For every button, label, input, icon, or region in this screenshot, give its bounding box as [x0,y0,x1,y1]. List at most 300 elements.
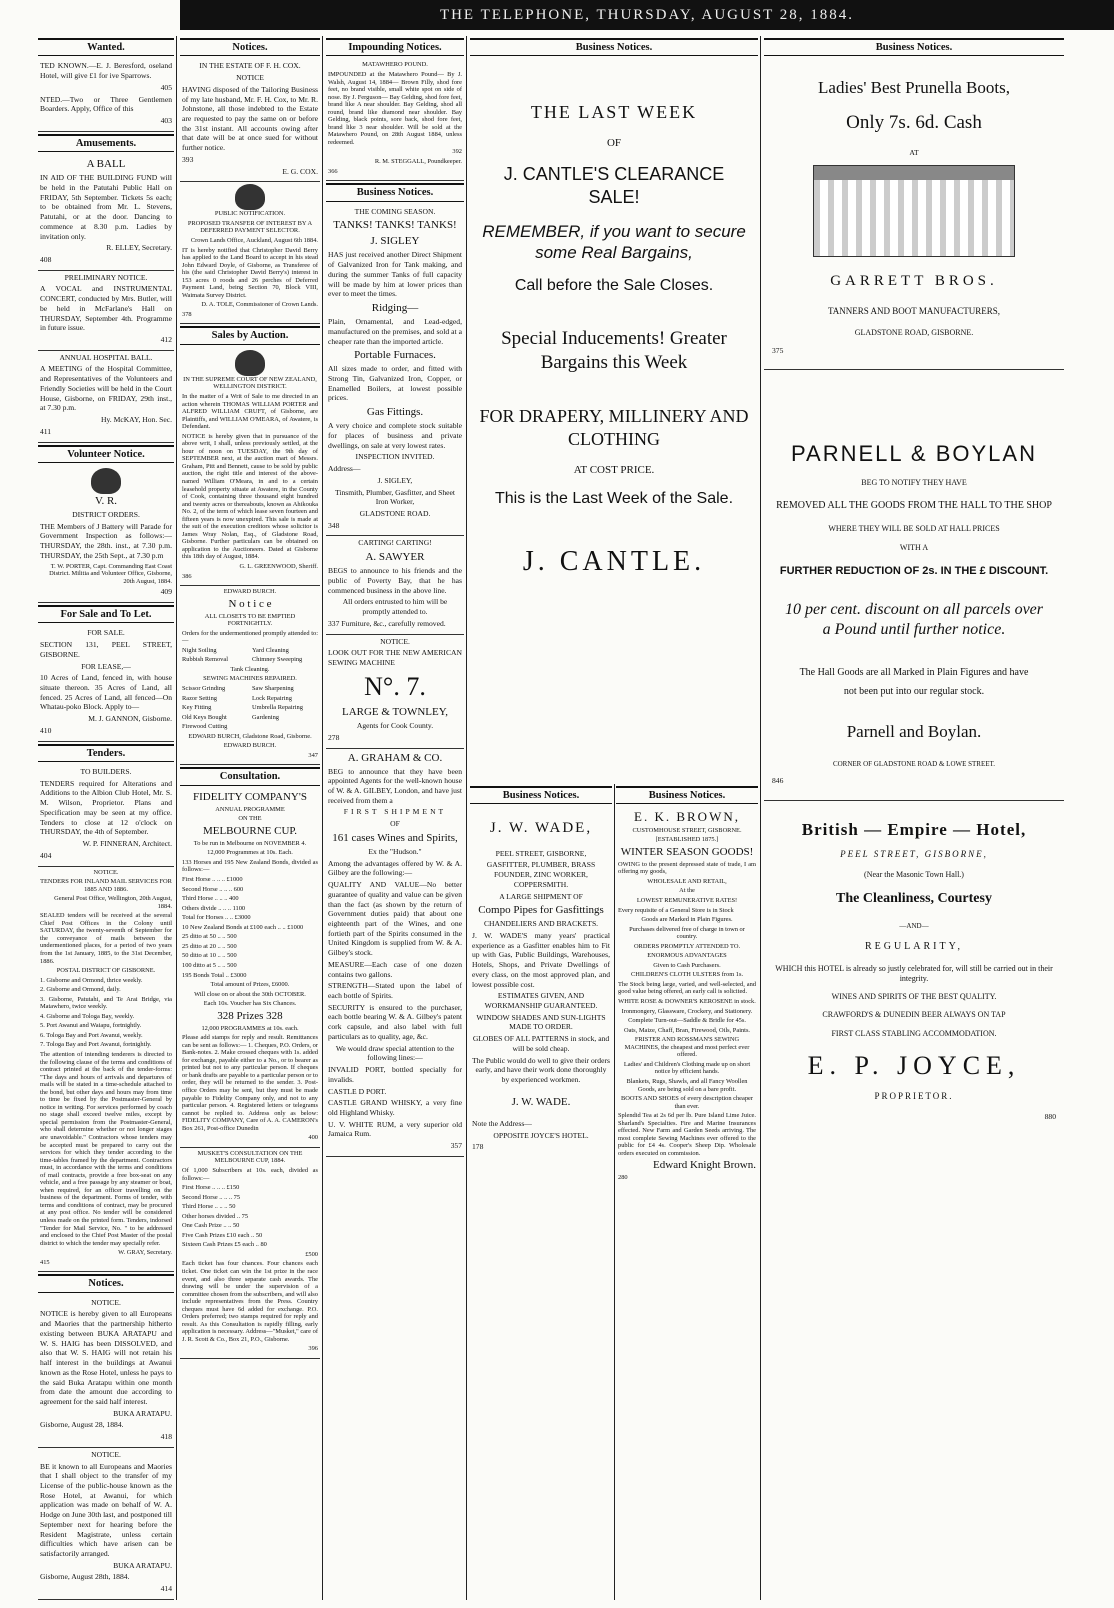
ad-title: FOR DRAPERY, MILLINERY AND CLOTHING [479,406,749,450]
ad-title: V. R. [94,494,118,507]
ad-text: Each 10s. Voucher has Six Chances. [203,1000,297,1008]
list-item: Chimney Sweeping [252,656,303,664]
ad-text: CHANDELIERS AND BRACKETS. [483,919,599,929]
ad-text: Agents for Cook County. [356,721,434,731]
ad-text: Furniture, &c., carefully removed. [341,618,446,628]
transfer-notice [180,182,320,324]
ad-subtitle: SEWING MACHINES REPAIRED. [203,675,297,683]
prize-row: 100 ditto at 5 .. .. 500 [182,961,237,969]
concert-ad [38,271,174,351]
ad-subtitle: FOR LEASE,— [81,661,131,671]
ad-number: 378 [182,310,192,318]
ad-subtitle: DISTRICT ORDERS. [72,510,140,520]
ad-text: —AND— [899,921,929,930]
section-heading: Business Notices. [616,786,758,804]
ad-text: Every requisite of a General Store is in Stock [618,906,734,914]
ad-number: 392 [452,148,462,156]
ad-title: Special Inducements! Greater Bargains this Week [501,327,727,373]
ad-text: The Hall Goods are all Marked in Plain Figures and have not been put into our regular stock. [799,666,1029,697]
ad-number: 410 [40,725,52,735]
ad-text: MEASURE—Each case of one dozen contains two gallons. [328,959,462,979]
ad-text: WITH A [899,542,929,552]
sale-ad [38,626,174,741]
ad-text: TED KNOWN.—E. J. Beresford, oseland Hotel, will give £1 for ive Sparrows. [40,61,172,81]
ad-text: SEALED tenders will be received at the several Chief Post Offices in the Colony until SATURDAY, the twenty-seventh of September for the conveyance of mails between the undermentioned places, for a period of two years from the 1st January, 1885, to the 31st December, 1886. [40,912,172,965]
ad-title: A BALL [86,158,126,171]
section-heading: Consultation. [180,767,320,785]
ad-number: 347 [308,751,318,759]
royal-crest-icon [91,468,121,494]
ad-text: Call before the Sale Closes. [514,277,714,295]
shop-building-illustration [813,165,1015,257]
ad-text: Given to Cash Purchasers. [653,961,721,969]
ad-text: INSPECTION INVITED. [355,452,435,462]
ad-number: 400 [308,1134,318,1142]
ad-number: 337 [328,618,340,628]
section-heading: For Sale and To Let. [38,605,174,623]
prize-row: Other horses divided .. 75 [182,1212,249,1220]
route-item: 7. Tologa Bay and Port Awanui, fortnightly. [40,1041,152,1049]
section-heading: Sales by Auction. [180,326,320,344]
list-item: Scissor Grinding [182,685,226,692]
ad-title: MATAWHERO POUND. [362,61,428,69]
column-1 [38,36,174,1600]
ad-text: All orders entrusted to him will be promptly attended to. [342,597,448,617]
section-heading: Business Notices. [470,786,612,804]
route-item: 1. Gisborne and Ormond, thrice weekly. [40,976,143,984]
ad-number: 375 [772,345,784,355]
ad-text: Ladies' and Children's Clothing made up on short notice by efficient hands. [623,1060,751,1076]
sigley-ad [326,205,464,537]
ad-footer: EDWARD BURCH. [223,742,277,750]
prize-row: 25 ditto at 50 .. .. 500 [182,933,237,941]
ad-signature: R. ELLEY, Secretary. [106,243,172,253]
ad-signature: G. L. GREENWOOD, Sheriff. [239,563,318,571]
buka-notice-2 [38,1448,174,1600]
column-3 [326,36,464,1600]
ad-text: THE Members of J Battery will Parade for Government Inspection as follows:— THURSDAY, the 28th. inst., at 7.30 p.m. THURSDAY, the 25th Sept., at 7.30 p.m [40,521,172,560]
ad-number: 178 [472,1142,484,1152]
ad-subtitle: Gas Fittings. [366,406,424,419]
wanted-ad [38,59,174,131]
ad-text: OWING to the present depressed state of trade, I am offering my goods, [618,860,756,876]
ad-text: Orders for the undermentioned promptly attended to:— [182,629,318,645]
ad-signature: D. A. TOLE, Commissioner of Crown Lands. [201,301,318,309]
ad-title: Ladies' Best Prunella Boots, [818,78,1010,98]
ad-signature: E. G. COX. [282,166,318,176]
ad-text: 10 per cent. discount on all parcels over a Pound until further notice. [784,601,1044,639]
prize-row: Second Horse .. .. .. 600 [182,885,244,893]
column-rule [322,36,323,1600]
ad-subtitle: Portable Furnaces. [354,349,436,362]
prize-row: £500 [305,1250,318,1258]
ad-text: WINES AND SPIRITS OF THE BEST QUALITY. [831,992,997,1002]
ad-signature: R. M. STEGGALL, Poundkeeper. [374,158,462,165]
ad-number: 404 [40,850,52,860]
ad-text: A MEETING of the Hospital Committee, and Representatives of the Volunteers and Friendly Societies will be held in the Court House, Gisborne, on FRIDAY, 29th inst., at 7.30 p.m. [40,364,172,413]
fidelity-ad [180,789,320,1148]
ad-subtitle: POSTAL DISTRICT OF GISBORNE. [56,967,156,975]
ad-text: BOOTS AND SHOES of every description cheaper than ever. [620,1095,754,1110]
ad-text: CORNER OF GLADSTONE ROAD & LOWE STREET. [832,759,996,768]
sewing-machine-ad [326,635,464,749]
ad-subtitle: BEG TO NOTIFY THEY HAVE [861,478,967,488]
ad-text: 133 Horses and 195 New Zealand Bonds, divided as follows:— [182,858,318,874]
ad-text: Each ticket has four chances. Four chances each ticket. One ticket can win the 1st prize in the race event, and also three separate cash awards. The drawing will be under the supervision of a committee chosen from the subscribers, and will also include representatives from the Press. Country cheques must have 6d added for exchange. P.O. Orders preferred; two stamps required for reply and result. As this Consultation is rapidly filling, early application is necessary. Address—"Musket," care of J. R. Scott & Co., Box 21, P.O., Gisborne. [182,1260,318,1343]
ad-signature: BUKA ARATAPU. [113,1408,172,1418]
ad-subtitle: OF [606,137,622,150]
prize-row: Total for Horses .. .. £3000 [182,914,251,922]
section-heading: Notices. [180,38,320,56]
ad-text: Goods are Marked in Plain Figures. [641,916,733,924]
ad-text: Of 1,000 Subscribers at 10s. each, divided as follows:— [182,1166,318,1182]
ad-text: HAS just received another Direct Shipment of Galvanized Iron for Tank making, and during the summer Tanks of full capacity will be made by him at lower prices than ever to meet the times. [328,250,462,299]
ad-dateline: Crown Lands Office, Auckland, August 6th 1884. [190,236,318,244]
ad-number: 412 [160,335,172,345]
ad-title: A. GRAHAM & CO. [347,751,443,764]
ad-text: Address— [328,464,361,474]
list-item: Old Keys Bought [182,713,227,721]
list-item: CASTLE D PORT. [328,1086,387,1096]
ad-title: J. CANTLE'S CLEARANCE SALE! [503,163,725,207]
ad-text: Plain, Ornamental, and Lead-edged, manufactured on the premises, and sold at a cheaper rate than the imported article. [328,317,462,346]
wade-ad [470,807,612,1157]
ad-title: THE LAST WEEK [530,102,698,123]
ad-title: Only 7s. 6d. Cash [846,112,982,134]
ad-title: J. SIGLEY [370,235,420,248]
ad-text: NTED.—Two or Three Gentlemen Boarders. Apply, Office of this [40,94,172,114]
ad-text: Tank Cleaning. [230,665,270,673]
ad-text: HAVING disposed of the Tailoring Business of my late husband, Mr. F. H. Cox, to Mr. R. Johnstone, all those indebted to the Estate are requested to pay the same on or before the 31st instant. All accounts owing after that date will be at once sued for without further notice. [182,84,318,153]
ad-subtitle: ANNUAL PROGRAMME [215,805,285,813]
ad-text: To be run in Melbourne on NOVEMBER 4. [193,839,307,847]
list-item: Firewood Cutting [182,723,228,731]
ad-text: IMPOUNDED at the Matawhero Pound— By J. Walsh, August 14, 1884— Brown Filly, shod fore feet, no brand visible, small white spot on side of nose. By J. Ferguson— Bay Gelding, shod fore feet, brand like A near shoulder. Bay Gelding, shod all round, brand like diamond near shoulder. Bay Gelding, black points, sore back, shod fore feet, brand like 3 near shoulder. Will be sold at the Matawhero Pound, on 28th August 1884, unless redeemed. [328,70,462,146]
ad-signature: LARGE & TOWNLEY, [341,705,449,718]
ad-subtitle: FIRST SHIPMENT [343,807,447,817]
ad-signature: M. J. GANNON, Gisborne. [88,714,172,724]
ad-text: FRISTER AND ROSSMAN'S SEWING MACHINES, the cheapest and most perfect ever offered. [624,1036,750,1059]
impound-notice [326,59,464,181]
ad-text: All sizes made to order, and fitted with Strong Tin, Galvanized Iron, Copper, or Enamelled Boilers, at lowest possible prices. [328,364,462,403]
ad-title: A. SAWYER [365,551,425,564]
ad-subtitle: CARTING! CARTING! [358,538,432,548]
ad-number: 386 [182,572,192,580]
ad-text: Blankets, Rugs, Shawls, and all Fancy Woollen Goods, are being sold on a bare profit. [626,1077,748,1093]
ad-signature: BUKA ARATAPU. [113,1560,172,1570]
ad-title: NOTICE. [91,1297,121,1307]
list-item: U. V. WHITE RUM, a very superior old Jamaica Rum. [328,1119,462,1139]
ad-signature: W. P. FINNERAN, Architect. [82,839,172,849]
ad-text: REMOVED ALL THE GOODS FROM THE HALL TO THE SHOP [776,500,1052,512]
ad-text: QUALITY AND VALUE—No better guarantee of quality and value can be given than the fact (as shown by the return of Government duties paid) that about one eighteenth part of the Wines, and one fortieth part of the Spirits consumed in the United Kingdom is supplied from W. & A. Gilbey's stock. [328,880,462,958]
prize-row: 10 New Zealand Bonds at £100 each .. .. £1000 [182,923,304,931]
list-item: Key Fitting [182,704,212,712]
ad-number: 357 [450,1141,462,1151]
mail-tender-ad [38,867,174,1273]
ad-subtitle: AT [909,147,919,157]
ad-subtitle: WHOLESALE AND RETAIL, [647,877,727,885]
section-heading: Business Notices. [470,38,758,56]
section-heading: Volunteer Notice. [38,445,174,463]
joyce-hotel-ad [764,801,1064,1135]
prize-row: One Cash Prize .. .. 50 [182,1222,240,1230]
parnell-ad [764,370,1064,800]
ad-title: IN THE SUPREME COURT OF NEW ZEALAND, WELLINGTON DISTRICT. [183,375,317,391]
list-item: Gardening [252,713,279,721]
prize-row: 195 Bonds Total .. £3000 [182,971,247,979]
ad-number: 846 [772,776,784,786]
ad-number: 393 [182,154,194,164]
prize-row: Sixteen Cash Prizes £5 each .. 80 [182,1241,267,1249]
ad-title: PARNELL & BOYLAN [791,441,1037,467]
ad-signature: J. CANTLE. [522,545,706,577]
ad-text: Oats, Maize, Chaff, Bran, Firewood, Oils, Paints. [623,1026,751,1034]
section-heading: Tenders. [38,744,174,762]
ad-number: 409 [160,587,172,597]
ad-title: TO BUILDERS. [80,767,132,777]
ad-subtitle: REGULARITY, [864,940,964,952]
ad-text: Tinsmith, Plumber, Gasfitter, and Sheet Iron Worker, [335,487,455,507]
ad-text: BEGS to announce to his friends and the public of Poverty Bay, that he has commenced business in the above line. [328,566,462,595]
route-item: 3. Gisborne, Patutahi, and Te Arai Bridge, via Matawhero, twice weekly. [40,995,172,1011]
graham-ad [326,749,464,1157]
ad-number: 403 [160,116,172,126]
court-notice [180,348,320,586]
ad-title: NOTICE. [380,636,410,646]
ad-number: 396 [308,1345,318,1353]
ad-title: EDWARD BURCH. [223,588,277,596]
ad-text: FURTHER REDUCTION OF 2s. IN THE £ DISCOUNT. [779,564,1049,577]
ad-title: GARRETT BROS. [830,272,998,289]
ad-title: The Cleanliness, Courtesy [836,891,992,907]
garrett-ad [764,59,1064,370]
ad-text: Purchases delivered free of charge in town or country. [629,925,745,941]
list-item: Razor Setting [182,694,217,702]
ad-text: STRENGTH—Stated upon the label of each bottle of Spirits. [328,981,462,1001]
services-list [182,647,318,666]
column-6 [764,36,1064,1600]
ad-text: Please add stamps for reply and result. Remittances can be sent as follows:— 1. Cheques, P.O. Orders, or Bank-notes. 2. Make crossed cheques with 1s. added for exchange, payable either to a No., or to bearer as printed but not to any particular person. If cheques or bank drafts are payable to a particular person or to order, they will be returned to the sender. 3. Post-office Orders may be sent, but they must be made payable to Fidelity Company only, and not to any particular person. 4. Registered letters or telegrams cannot be replied to. Address only as below: FIDELITY COMPANY, Care of A. A. CAMERON's Box 261, Post-office Dunedin [182,1034,318,1132]
ad-subtitle: AT COST PRICE. [573,464,655,477]
prize-row: 50 ditto at 10 .. .. 500 [182,952,237,960]
list-item: CASTLE GRAND WHISKY, a very fine old Highland Whisky. [328,1098,462,1117]
ad-number: 880 [1044,1111,1056,1121]
section-heading: Impounding Notices. [326,38,464,56]
column-rule [466,36,467,1600]
ad-signature: T. W. PORTER, Capt. Commanding East Coast District. Militia and Volunteer Office, Gisborne, 20th August, 1884. [49,562,172,585]
route-item: 6. Tologa Bay and Port Awanui, weekly. [40,1031,143,1039]
ad-number: 414 [160,1584,172,1594]
prize-row: First Horse .. .. .. £1000 [182,876,243,884]
ad-subtitle: PEEL STREET, GISBORNE, [840,849,988,860]
sawyer-ad [326,536,464,634]
section-heading: Wanted. [38,38,174,56]
ad-signature: EDWARD BURCH, Gladstone Road, Gisborne. [188,732,312,740]
ad-subtitle: PROPOSED TRANSFER OF INTEREST BY A DEFERRED PAYMENT SELECTOR. [187,219,313,235]
list-item: Yard Cleaning [252,646,289,654]
ad-text: A VOCAL and INSTRUMENTAL CONCERT, conducted by Mrs. Butler, will be held in McFarlane's Hall on THURSDAY, September 4th. Programme in future issue. [40,284,172,333]
ad-text: IT is hereby notified that Christopher David Berry has applied to the Land Board to accept in his stead John Edward Doyle, of Gisborne, as Transferee of his (the said Christopher David Berry's) interest in 153 acres 0 roods and 26 perches of Deferred Payment Land, being Section 70, Block VIII, Waimata Survey District. [182,246,318,299]
ad-signature: Edward Knight Brown. [653,1159,756,1172]
ad-number: 278 [328,732,340,742]
list-item: Rubbish Removal [182,656,228,664]
ad-text: OPPOSITE JOYCE'S HOTEL. [493,1130,589,1140]
ad-number: 408 [40,255,52,265]
ad-text: IN AID OF THE BUILDING FUND will be held in the Patutahi Public Hall on FRIDAY, 5th September. Tickets 5s each; to be obtained from Mr. L. Stevens, Patutahi, or at the door. Dancing to commence at 8.30 p.m. Ladies by invitation only. [40,173,172,241]
ad-number: 418 [160,1432,172,1442]
ad-text: CHILDREN'S CLOTH ULSTERS from 1s. [630,971,744,979]
ad-text: NOTICE is hereby given that in pursuance of the above writ, I shall, unless previously settled, at the hour of noon on TUESDAY, the 9th day of SEPTEMBER next, at the auction mart of Messrs. Graham, Pitt and Bennett, cause to be sold by public auction, the right title and interest of the above-named William O'Meara, in and to a certain leasehold property situate at Awatere, in the County of Cook, containing three thousand eight hundred and twenty acres or thereabouts, known as Ahikouka No. 2, of the term of which lease seven fourteen and fifteen years is now unexpired. This sale is made at the suit of the execution creditors whose solicitor is James Wray Nolan, Esq., of Gladstone Road, Gisborne. Further particulars can be obtained on application to the Auctioneers. Dated at Gisborne this 18th day of August, 1884. [182,432,318,561]
ad-text: 10 Acres of Land, fenced in, with house situate thereon. 35 Acres of Land, all fenced. 25 Acres of Land, all fenced—On Whatau-poko Block. Apply to— [40,673,172,712]
ad-text: Will close on or about the 30th OCTOBER. [194,990,306,998]
ad-text: GASFITTER, PLUMBER, BRASS FOUNDER, ZINC WORKER, COPPERSMITH. [486,860,596,889]
ad-text: SECURITY is ensured to the purchaser, each bottle bearing W. & A. Gilbey's patent cork capsule, and also label with full particulars as to quality, age, &c. [328,1002,462,1041]
royal-crest-icon [235,350,265,376]
musket-ad [180,1148,320,1359]
ad-text: A very choice and complete stock suitable for places of business and private dwellings, on sale at very lowest rates. [328,421,462,450]
ad-subtitle: 328 Prizes 328 [217,1009,283,1022]
ad-text: WHERE THEY WILL BE SOLD AT HALL PRICES [828,524,1000,534]
ad-signature: Parnell and Boylan. [846,721,982,741]
ad-text: At the [679,887,695,895]
ad-title: PUBLIC NOTIFICATION. [214,210,286,218]
ad-number: 366 [328,167,338,175]
ad-text: (Near the Masonic Town Hall.) [864,869,964,879]
repairs-list [182,685,318,733]
ad-number: 411 [40,426,52,436]
ball-ad [38,155,174,271]
ad-number: 405 [160,82,172,92]
ad-text: A LARGE SHIPMENT OF [499,891,583,901]
masthead: THE TELEPHONE, THURSDAY, AUGUST 28, 1884. [180,0,1114,30]
ad-signature: J. SIGLEY, [377,475,413,485]
prize-row: Total amount of Prizes, £6000. [210,981,290,989]
route-item: 4. Gisborne and Tologa Bay, weekly. [40,1012,135,1020]
column-rule [176,36,177,1600]
ad-subtitle: CUSTOMHOUSE STREET, GISBORNE. [632,826,742,834]
prize-row: Others divide .. .. .. 1100 [182,904,246,912]
ad-text: LOOK OUT FOR THE NEW AMERICAN SEWING MACHINE [328,648,462,667]
prize-row: Second Horse .. .. .. 75 [182,1193,241,1201]
column-5b [616,784,758,1600]
ad-text: The Stock being large, varied, and well-selected, and good value being offered, an early call is solicited. [618,980,756,996]
cantle-ad [470,59,758,597]
ad-dateline: General Post Office, Wellington, 20th August, 1884. [54,895,172,910]
prize-row: First Horse .. .. .. £150 [182,1184,240,1192]
prize-row: Five Cash Prizes £10 each .. 50 [182,1231,263,1239]
list-item: Umbrella Repairing [252,704,303,712]
column-4b [470,784,612,1600]
royal-crest-icon [235,184,265,210]
ad-text: [ESTABLISHED 1875.] [655,836,719,844]
ad-subtitle: THE COMING SEASON. [354,206,436,216]
route-item: 2. Gisborne and Ormond, daily. [40,986,121,994]
ad-text: Among the advantages offered by W. & A. Gilbey are the following:— [328,858,462,878]
ad-text: In the matter of a Writ of Sale to me directed in an action wherein THOMAS WILLIAM PORTER and ALFRED WILLIAM CRUFT, of Gisborne, are Plaintiffs, and WILLIAM O'MEARA, of Awatere, is Defendant. [182,392,318,431]
brown-ad [616,807,758,1187]
volunteer-ad [38,466,174,603]
ad-title: MELBOURNE CUP. [202,824,298,837]
ad-text: WHITE ROSE & DOWNER'S KEROSENE in stock. [618,998,756,1006]
ad-subtitle: LOWEST REMUNERATIVE RATES! [636,897,738,905]
ad-text: Splendid Tea at 2s 6d per lb. Pure Island Lime Juice. Sharland's Specialties. Fire and Marine Insurances effected. New Farm and Garden Seeds arriving. The most complete Sewing Machines ever offered to the public for £4 4s. Cooper's Sheep Dip. Wholesale orders executed on commission. [618,1112,756,1157]
section-heading: Business Notices. [764,38,1064,56]
prize-row: 25 ditto at 20 .. .. 500 [182,942,237,950]
ad-title: British — Empire — Hotel, [801,819,1027,839]
ad-text: 12,000 Programmes at 10s. Each. [207,849,293,857]
ad-text: TENDERS required for Alterations and Additions to the Albion Club Hotel, Mr. S. M. Wilson, Proprietor. Plans and Specification may be seen at my office. Tenders to close at 12 o'clock on THURSDAY, the 4th of September. [40,778,172,837]
ad-title: Compo Pipes for Gasfittings [478,904,604,917]
ad-text: 12,000 PROGRAMMES at 10s. each. [201,1024,299,1032]
ad-number: 415 [40,1258,50,1266]
ad-subtitle: ORDERS PROMPTLY ATTENDED TO. [633,942,741,950]
list-item: INVALID PORT, bottled specially for invalids. [328,1065,462,1084]
ad-title: 161 cases Wines and Spirits, [332,831,458,844]
ad-signature: W. GRAY, Secretary. [118,1249,172,1257]
section-heading: Amusements. [38,134,174,152]
ad-title: J. W. WADE, [489,820,593,837]
ad-text: ALL CLOSETS TO BE EMPTIED FORTNIGHTLY. [204,612,296,628]
ad-text: SECTION 131, PEEL STREET, GISBORNE. [40,640,172,659]
ad-text: GLOBES OF ALL PATTERNS in stock, and will be sold cheap. [472,1034,610,1053]
ad-text: Note the Address— [472,1118,532,1128]
column-rule [760,36,761,1600]
ad-title: MUSKET'S CONSULTATION ON THE MELBOURNE CUP, 1884. [197,1149,303,1165]
ad-number: 280 [618,1174,628,1182]
prize-row: Third Horse .. .. .. 50 [182,1203,236,1211]
ad-subtitle: ON THE [238,815,262,823]
ad-text: WHICH this HOTEL is already so justly celebrated for, will still be carried out in their integrity. [775,963,1053,983]
ad-text: Ironmongery, Glassware, Crockery, and Stationery. [621,1007,753,1015]
ad-signature: J. W. WADE. [511,1095,571,1108]
prize-row: Third Horse .. .. .. 400 [182,895,239,903]
ad-subtitle: Ridging— [371,302,419,314]
ad-subtitle: PEEL STREET, GISBORNE, [495,848,587,858]
ad-subtitle: TANNERS AND BOOT MANUFACTURERS, [828,306,1000,316]
section-heading: Business Notices. [326,183,464,201]
ad-text: The attention of intending tenderers is directed to the following clause of the terms and conditions of contract printed at the back of the tender-forms: "The days and hours of arrivals and departures of mails will be stated in a time-schedule attached to the bond, but other days and hours may from time to time be fixed by the Postmaster-General by notice in writing. For services performed by coach no stage shall exceed twelve miles, except by special permission from the Postmaster-General, who shall determine whether or not longer stages are unavoidable." Contractors whose tenders may be accepted must be prepared to carry out the services for which they tender according to the time-tables framed by the department. Contractors must, in accordance with the terms and conditions of mail contracts, provide a free box-seat on any vehicle, and a free passage by any steamer or boat, when required, for an officer travelling on the business of the department. Forms of tender, with terms and conditions of contract, may be procured at any post office. No tender will be considered unless made on the printed form. Tenders, indorsed "Tender for Mail Service, No. " to be addressed and enclosed to the Chief Post Master of the postal district to which the tender may specially refer. [40,1051,172,1247]
column-rule [614,784,615,1600]
ad-subtitle: N o t i c e [228,597,272,610]
ad-subtitle: NOTICE [236,73,264,83]
ad-text: BEG to announce that they have been appointed Agents for the well-known house of W. & A. GILBEY, London, and have just received from them a [328,766,462,805]
ad-title: NOTICE. [93,868,119,876]
ad-title: IN THE ESTATE OF F. H. COX. [199,61,301,71]
ad-title: FIDELITY COMPANY'S [193,790,307,803]
ad-title: TANKS! TANKS! TANKS! [333,219,457,232]
ad-signature: Hy. McKAY, Hon. Sec. [100,415,172,425]
ad-text: BE it known to all Europeans and Maories that I shall object to the transfer of my License of the public-house known as the Rose Hotel, at Awanui, for which application was made on behalf of W. A. Hodge on June 30th last, and postponed till September next for hearing before the Resident Magistrate, unless certain difficulties which have arisen can be satisfactorily arranged. [40,1461,172,1558]
ad-number: 348 [328,520,340,530]
ad-dateline: Gisborne, August 28th, 1884. [40,1572,130,1582]
ad-text: We would draw special attention to the following lines:— [335,1043,455,1063]
ad-text: PROPRIETOR. [874,1091,954,1102]
burch-ad [180,586,320,765]
ad-title: E. K. BROWN, [634,809,740,825]
list-item: Lock Repairing [252,694,292,702]
ad-text: CRAWFORD'S & DUNEDIN BEER ALWAYS ON TAP [822,1010,1006,1020]
ad-text: ESTIMATES GIVEN, AND WORKMANSHIP GUARANTEED. [484,991,598,1011]
ad-text: GLADSTONE ROAD, GISBORNE. [854,327,974,337]
ad-text: NOTICE is hereby given to all Europeans and Maories that the partnership hitherto existing between BUKA ARATAPU and W. S. HAIG has been DISSOLVED, and also that W. S. HAIG will not retain his half interest in the buildings at Awanui known as the Rose Hotel, unless he pays to the said Buka Aratapu within one month from date the amount due according to agreement for the said half interest. [40,1309,172,1406]
ad-signature: E. P. JOYCE, [807,1050,1021,1080]
ad-text: FIRST CLASS STABLING ACCOMMODATION. [831,1028,997,1038]
list-item: Saw Sharpening [252,685,294,692]
ad-text: GLADSTONE ROAD. [359,509,431,519]
ad-title: NOTICE. [91,1449,121,1459]
column-2 [180,36,320,1600]
